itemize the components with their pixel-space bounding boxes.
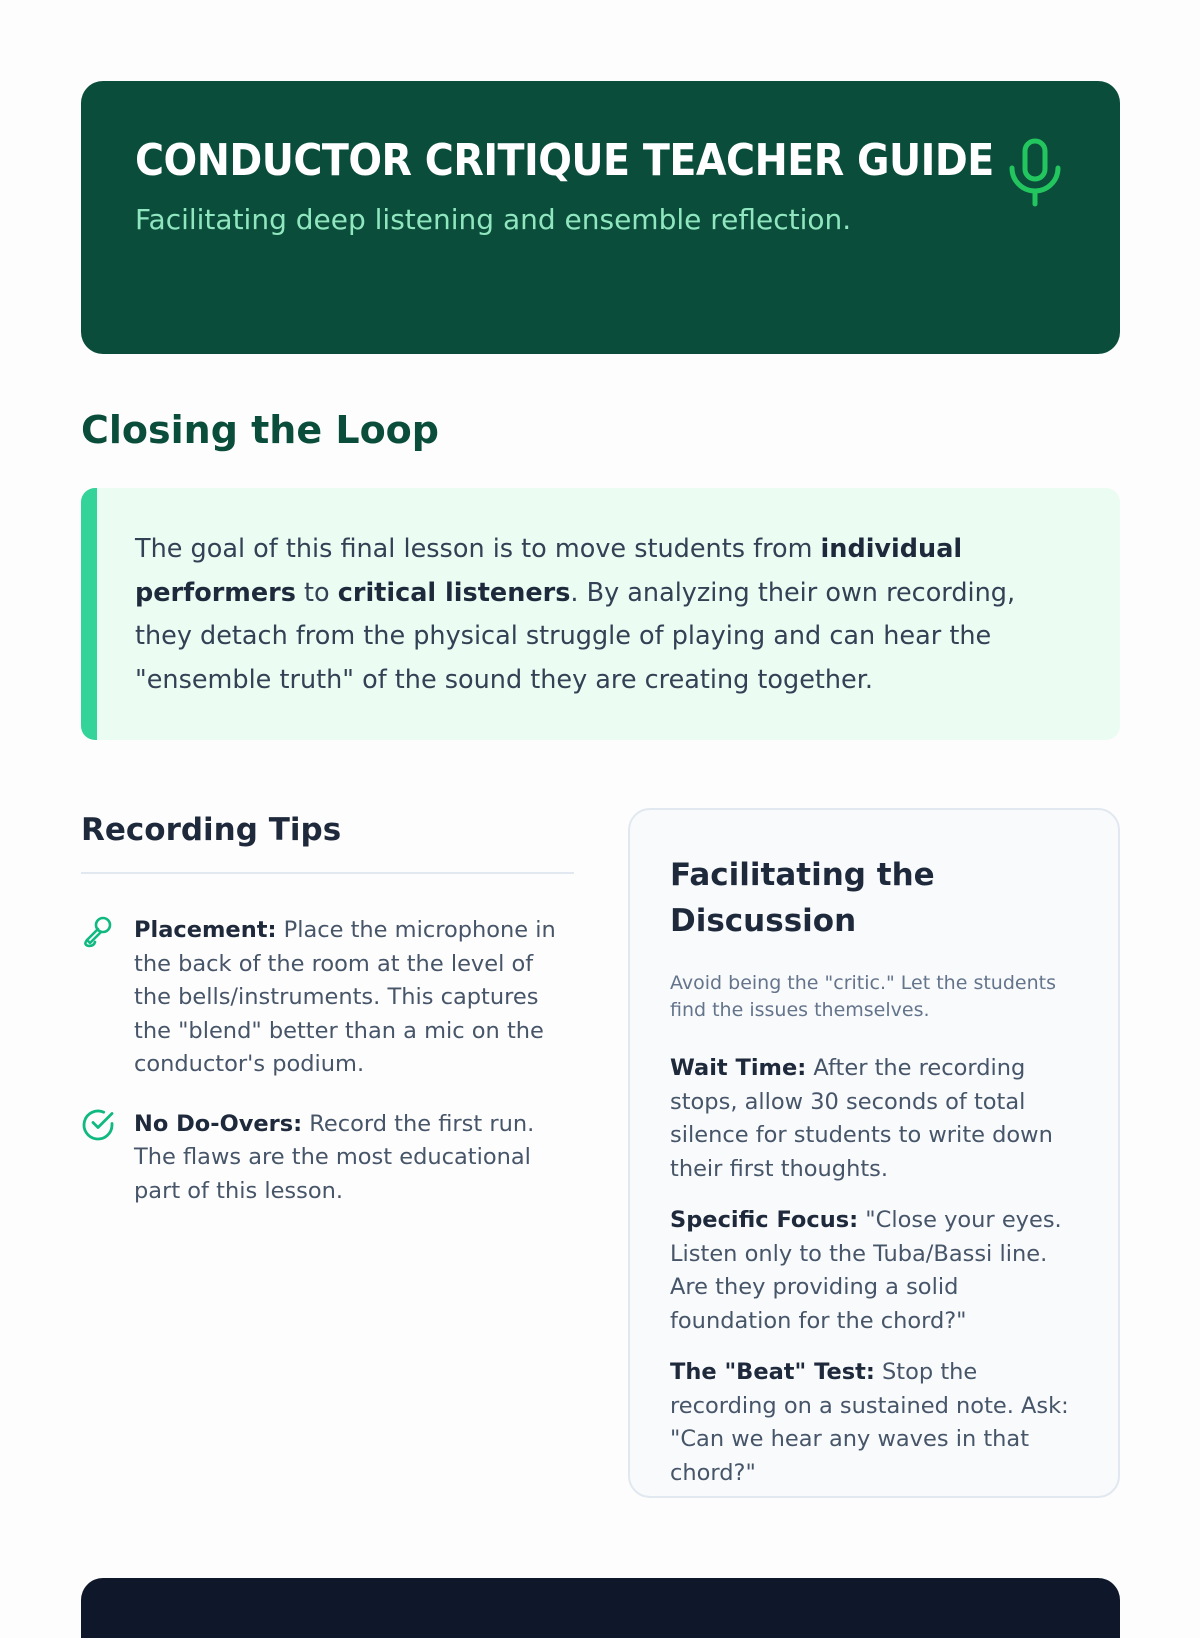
discussion-item <box>670 1204 1080 1338</box>
section-title-closing-the-loop: Closing the Loop <box>81 408 439 452</box>
discussion-text: After the recording stops, allow 30 seconds of total silence for students to write down their first thoughts. <box>670 1055 1053 1182</box>
footer-band <box>81 1578 1120 1638</box>
callout-text: to <box>295 577 338 608</box>
discussion-text: Stop the recording on a sustained note. Ask: "Can we hear any waves in that chord?" <box>670 1359 1069 1486</box>
page-title: CONDUCTOR CRITIQUE TEACHER GUIDE <box>135 135 994 186</box>
discussion-label: The "Beat" Test: <box>670 1359 875 1385</box>
header-banner <box>81 81 1120 354</box>
discussion-item <box>670 1052 1080 1186</box>
facilitating-card <box>628 808 1120 1498</box>
tip-item <box>81 1108 574 1209</box>
callout-emphasis: critical listeners <box>337 577 571 608</box>
facilitating-note: Avoid being the "critic." Let the students find the issues themselves. <box>670 972 1056 1021</box>
tip-text: Record the first run. The flaws are the most educational part of this lesson. <box>134 1110 535 1204</box>
callout-text: The goal of this final lesson is to move students from <box>135 534 821 564</box>
tip-label: Placement: <box>134 917 277 943</box>
facilitating-heading: Facilitating the Discussion <box>670 857 935 939</box>
discussion-label: Wait Time: <box>670 1055 807 1081</box>
tip-text: Place the microphone in the back of the room at the level of the bells/instruments. This captures the "blend" better than a mic on the conductor's podium. <box>134 917 556 1077</box>
microphone-pen-icon <box>81 914 115 948</box>
discussion-label: Specific Focus: <box>670 1207 859 1233</box>
recording-tips-heading: Recording Tips <box>81 812 342 848</box>
closing-callout <box>81 488 1120 740</box>
discussion-item <box>670 1356 1080 1490</box>
divider <box>81 872 574 874</box>
callout-emphasis: individual performers <box>135 534 963 608</box>
discussion-text: "Close your eyes. Listen only to the Tuba/Bassi line. Are they providing a solid foundation for the chord?" <box>670 1207 1062 1334</box>
tip-item <box>81 914 574 1082</box>
check-circle-icon <box>81 1108 115 1142</box>
microphone-icon <box>1006 138 1064 208</box>
page-subtitle: Facilitating deep listening and ensemble reflection. <box>135 203 852 236</box>
recording-tips-section <box>81 808 574 1208</box>
tip-label: No Do-Overs: <box>134 1110 303 1137</box>
callout-text: . By analyzing their own recording, they detach from the physical struggle of playing and can hear the "ensemble truth" of the sound they are creating together. <box>135 577 1016 695</box>
